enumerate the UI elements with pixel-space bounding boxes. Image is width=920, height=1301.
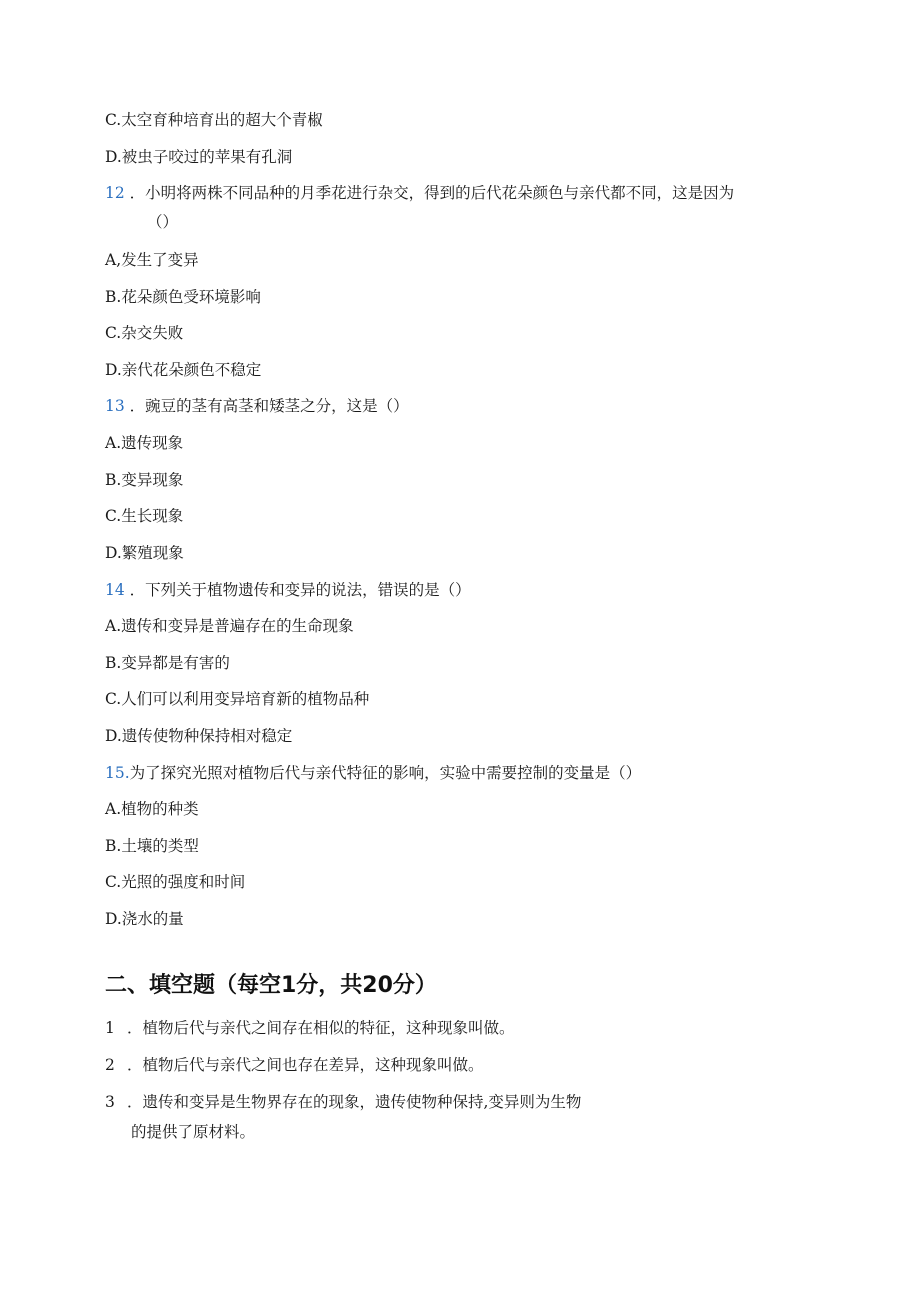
section-title: 二、填空题（每空1分，共20分）	[105, 973, 437, 998]
option-d: D.亲代花朵颜色不稳定	[105, 361, 262, 379]
option-d: D.遗传使物种保持相对稳定	[105, 727, 293, 745]
question-15	[105, 763, 641, 783]
option-b: B.变异都是有害的	[105, 654, 230, 672]
question-13	[105, 396, 409, 416]
option-c: C.杂交失败	[105, 324, 184, 342]
question-number: 2	[105, 1056, 115, 1074]
option-c: C.太空育种培育出的超大个青椒	[105, 111, 323, 129]
option-c: C.人们可以利用变异培育新的植物品种	[105, 690, 370, 708]
question-number: 15.	[105, 764, 130, 782]
question-text: ．遗传和变异是生物界存在的现象，遗传使物种保持,变异则为生物	[127, 1093, 582, 1111]
fill-in-question-3	[105, 1092, 581, 1112]
fill-in-question-2	[105, 1055, 484, 1075]
option-b: B.土壤的类型	[105, 837, 199, 855]
question-14	[105, 580, 471, 600]
option-b: B.变异现象	[105, 471, 184, 489]
question-stem-continued: （）	[147, 213, 179, 231]
question-stem: ．小明将两株不同品种的月季花进行杂交，得到的后代花朵颜色与亲代都不同，这是因为	[129, 184, 735, 202]
option-a: A.遗传和变异是普遍存在的生命现象	[105, 617, 354, 635]
question-text-continued: 的提供了原材料。	[131, 1123, 256, 1141]
question-number: 12	[105, 184, 125, 202]
option-c: C.生长现象	[105, 507, 184, 525]
option-a: A,发生了变异	[105, 251, 199, 269]
question-number: 1	[105, 1019, 115, 1037]
option-b: B.花朵颜色受环境影响	[105, 288, 261, 306]
question-12	[105, 183, 734, 203]
option-c: C.光照的强度和时间	[105, 873, 246, 891]
question-number: 14	[105, 581, 125, 599]
option-a: A.遗传现象	[105, 434, 184, 452]
option-d: D.浇水的量	[105, 910, 184, 928]
question-text: ．植物后代与亲代之间也存在差异，这种现象叫做。	[127, 1056, 484, 1074]
question-text: ．植物后代与亲代之间存在相似的特征，这种现象叫做。	[127, 1019, 515, 1037]
fill-in-question-1	[105, 1018, 515, 1038]
option-d: D.被虫子咬过的苹果有孔洞	[105, 148, 293, 166]
question-stem: ．豌豆的茎有高茎和矮茎之分，这是（）	[129, 397, 409, 415]
question-stem: 为了探究光照对植物后代与亲代特征的影响，实验中需要控制的变量是（）	[129, 764, 642, 782]
question-number: 13	[105, 397, 125, 415]
option-a: A.植物的种类	[105, 800, 199, 818]
question-stem: ．下列关于植物遗传和变异的说法，错误的是（）	[129, 581, 471, 599]
question-number: 3	[105, 1093, 115, 1111]
option-d: D.繁殖现象	[105, 544, 184, 562]
